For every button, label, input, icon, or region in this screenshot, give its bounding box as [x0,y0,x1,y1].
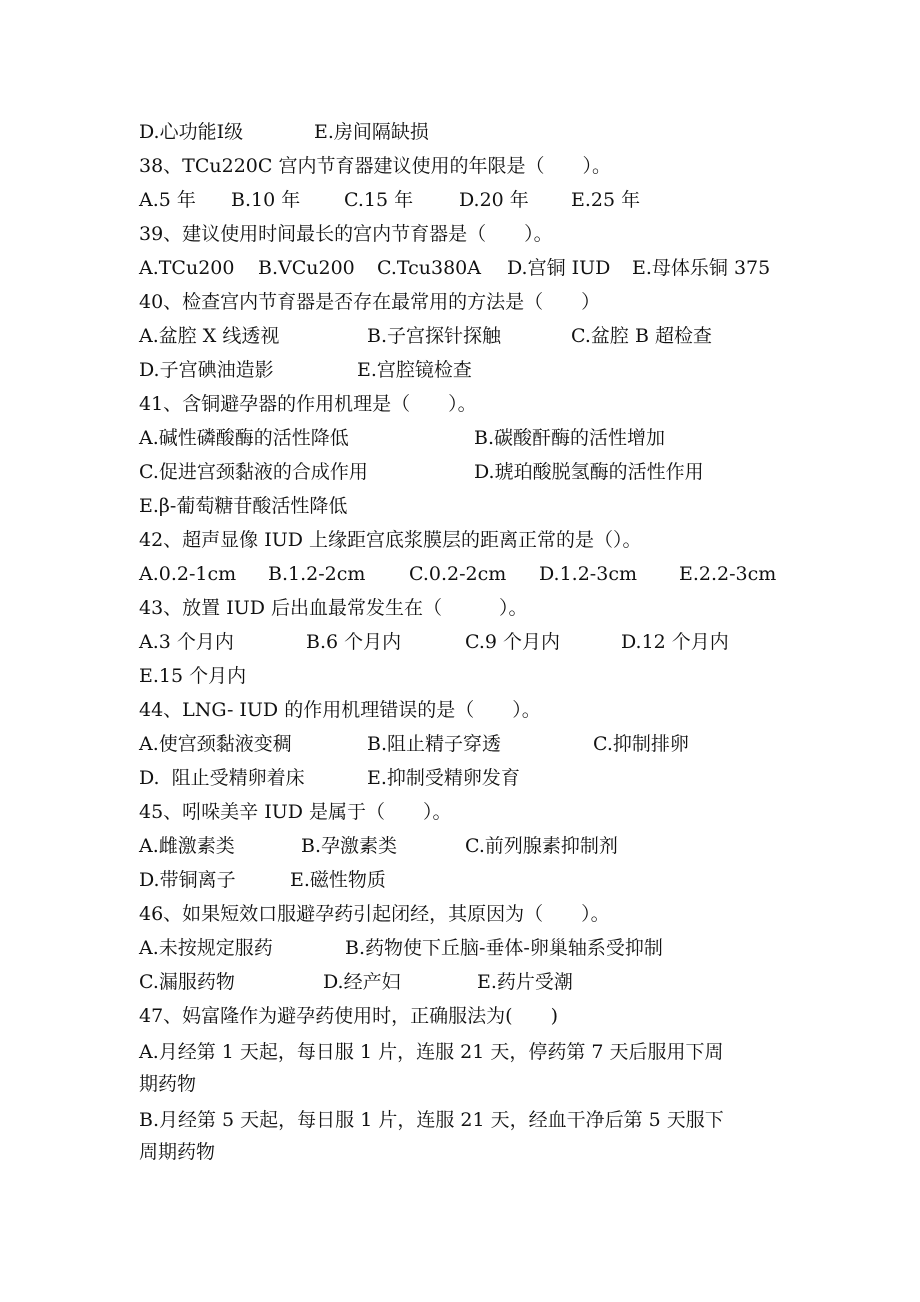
option-text: E.宫腔镜检查 [357,359,472,381]
option-text: E.房间隔缺损 [314,121,429,143]
option-text: B.6 个月内 [306,631,402,653]
line-text: E.β-葡萄糖苷酸活性降低 [139,495,348,517]
option-text: E.抑制受精卵发育 [367,767,520,789]
line-text: B.月经第 5 天起，每日服 1 片，连服 21 天，经血干净后第 5 天服下 [139,1109,724,1131]
option-text: A.未按规定服药 [139,937,273,959]
option-text: A.TCu200 [139,257,235,279]
option-text: D.心功能Ⅰ级 [139,121,244,143]
line-text: 39、建议使用时间最长的宫内节育器是（ ）。 [139,223,553,245]
option-text: A.5 年 [139,189,196,211]
option-text: A.使宫颈黏液变稠 [139,733,292,755]
option-text: B.药物使下丘脑-垂体-卵巢轴系受抑制 [345,937,663,959]
option-text: C.9 个月内 [465,631,561,653]
option-text: D.琥珀酸脱氢酶的活性作用 [474,461,704,483]
option-text: D. 阻止受精卵着床 [139,767,305,789]
option-text: D.20 年 [459,189,529,211]
line-text: 周期药物 [139,1141,216,1163]
option-text: E.25 年 [571,189,641,211]
option-text: D.1.2-3cm [539,563,637,585]
option-text: A.0.2-1cm [139,563,237,585]
line-text: 43、放置 IUD 后出血最常发生在（ ）。 [139,597,528,619]
option-text: C.0.2-2cm [409,563,507,585]
option-text: C.盆腔 B 超检查 [571,325,712,347]
option-text: A.3 个月内 [139,631,234,653]
line-text: 41、含铜避孕器的作用机理是（ ）。 [139,393,477,415]
option-text: C.促进宫颈黏液的合成作用 [139,461,368,483]
option-text: B.阻止精子穿透 [367,733,502,755]
line-text: 47、妈富隆作为避孕药使用时，正确服法为( ) [139,1005,559,1027]
option-text: B.孕激素类 [301,835,398,857]
option-text: D.经产妇 [323,971,401,993]
option-text: E.母体乐铜 375 [632,257,771,279]
option-text: C.15 年 [344,189,414,211]
option-text: B.VCu200 [258,257,355,279]
line-text: 38、TCu220C 宫内节育器建议使用的年限是（ ）。 [139,155,611,177]
option-text: C.抑制排卵 [593,733,689,755]
option-text: C.漏服药物 [139,971,235,993]
line-text: 45、吲哚美辛 IUD 是属于（ ）。 [139,801,452,823]
option-text: B.10 年 [231,189,301,211]
line-text: 46、如果短效口服避孕药引起闭经，其原因为（ ）。 [139,903,610,925]
option-text: E.2.2-3cm [679,563,777,585]
option-text: D.子宫碘油造影 [139,359,274,381]
line-text: 44、LNG- IUD 的作用机理错误的是（ ）。 [139,699,541,721]
option-text: A.碱性磷酸酶的活性降低 [139,427,349,449]
option-text: B.子宫探针探触 [367,325,502,347]
option-text: E.药片受潮 [477,971,573,993]
option-text: B.碳酸酐酶的活性增加 [474,427,666,449]
line-text: E.15 个月内 [139,665,247,687]
option-text: E.磁性物质 [290,869,386,891]
option-text: C.前列腺素抑制剂 [465,835,618,857]
option-text: A.盆腔 X 线透视 [139,325,280,347]
option-text: C.Tcu380A [377,257,481,279]
line-text: A.月经第 1 天起，每日服 1 片，连服 21 天，停药第 7 天后服用下周 [139,1041,724,1063]
option-text: A.雌激素类 [139,835,235,857]
line-text: 期药物 [139,1073,197,1095]
line-text: 42、超声显像 IUD 上缘距宫底浆膜层的距离正常的是（）。 [139,529,642,551]
line-text: 40、检查宫内节育器是否存在最常用的方法是（ ） [139,291,601,313]
option-text: D.宫铜 IUD [507,257,611,279]
option-text: B.1.2-2cm [268,563,366,585]
option-text: D.带铜离子 [139,869,236,891]
option-text: D.12 个月内 [621,631,729,653]
